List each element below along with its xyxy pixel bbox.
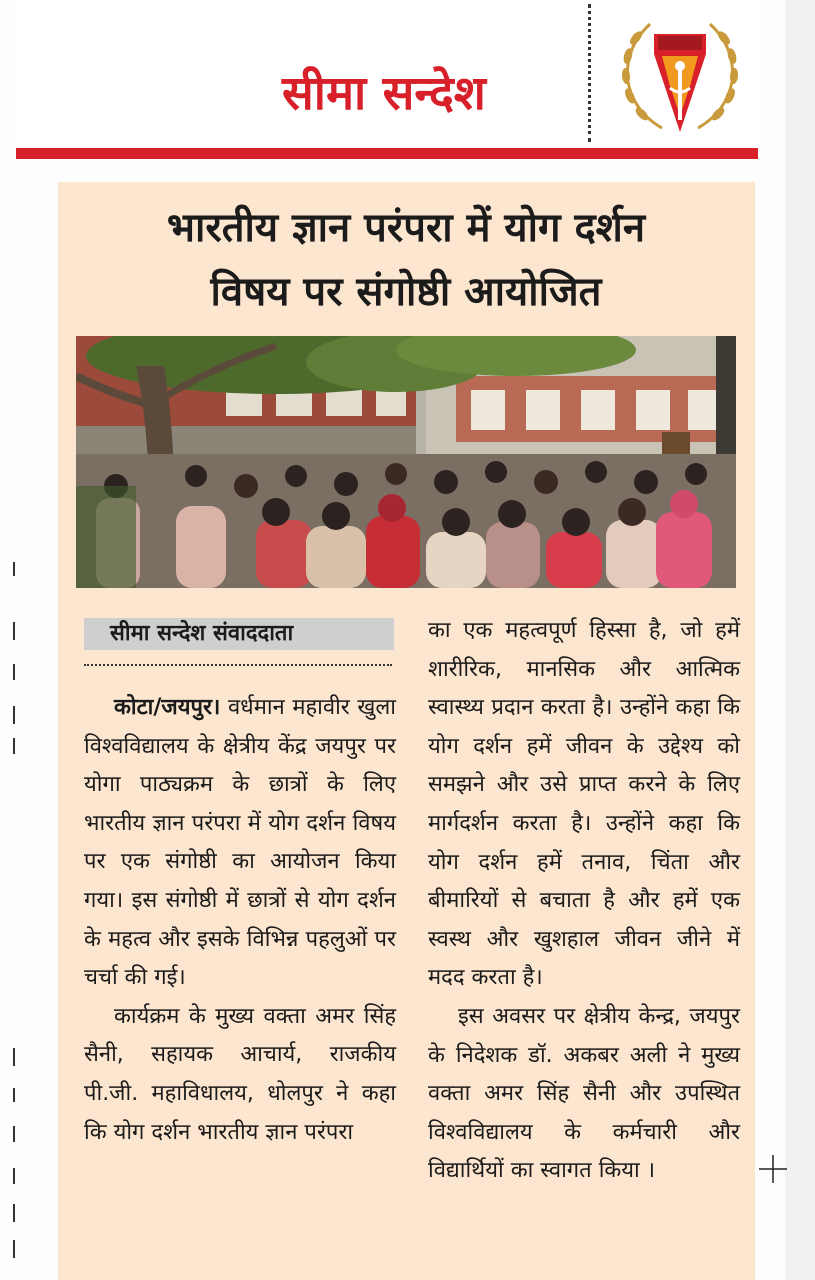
margin-marks	[10, 540, 18, 1280]
headline-line-1: भारतीय ज्ञान परंपरा में योग दर्शन	[166, 205, 646, 251]
paragraph-4: इस अवसर पर क्षेत्रीय केन्द्र, जयपुर के निदेशक डॉ. अकबर अली ने मुख्य वक्ता अमर सिंह सैनी और उपस्थित विश्वविद्यालय के कर्मचारी और विद्यार्थियों का स्वागत किया ।	[428, 1003, 740, 1184]
byline: सीमा सन्देश संवाददाता	[84, 618, 394, 650]
masthead-divider	[588, 4, 591, 142]
article-headline	[72, 196, 740, 324]
paragraph-1	[84, 689, 396, 998]
crosshair-icon	[758, 1154, 788, 1184]
headline-line-2: विषय पर संगोष्ठी आयोजित	[210, 269, 602, 315]
paragraph-3: का एक महत्वपूर्ण हिस्सा है, जो हमें शारीरिक, मानसिक और आत्मिक स्वास्थ्य प्रदान करता है। उन्होंने कहा कि योग दर्शन हमें जीवन के उद्देश्य को समझने और उसे प्राप्त करने के लिए मार्गदर्शन करता है। उन्होंने कहा कि योग दर्शन हमें तनाव, चिंता और बीमारियों से बचाता है और हमें एक स्वस्थ और खुशहाल जीवन जीने में मदद करता है।	[428, 618, 740, 991]
byline-divider	[84, 664, 392, 666]
article-column-right	[428, 612, 740, 1191]
paragraph-1-text: वर्धमान महावीर खुला विश्वविद्यालय के क्षेत्रीय केंद्र जयपुर पर योगा पाठ्यक्रम के छात्रों के लिए भारतीय ज्ञान परंपरा में योग दर्शन विषय पर एक संगोष्ठी का आयोजन किया गया। इस संगोष्ठी में छात्रों से योग दर्शन के महत्व और इसके विभिन्न पहलुओं पर चर्चा की गई।	[84, 695, 397, 991]
page-edge-strip	[785, 0, 815, 1280]
paragraph-2: कार्यक्रम के मुख्य वक्ता अमर सिंह सैनी, सहायक आचार्य, राजकीय पी.जी. महाविधालय, धोलपुर ने कहा कि योग दर्शन भारतीय ज्ञान परंपरा	[84, 1003, 396, 1145]
masthead-name: सीमा सन्देश	[282, 66, 486, 121]
masthead-rule	[16, 148, 758, 159]
pen-nib-laurel-logo	[610, 4, 750, 144]
seminar-audience-photo	[76, 336, 736, 588]
article-column-left	[84, 689, 396, 1152]
dateline: कोटा/जयपुर।	[114, 695, 221, 720]
